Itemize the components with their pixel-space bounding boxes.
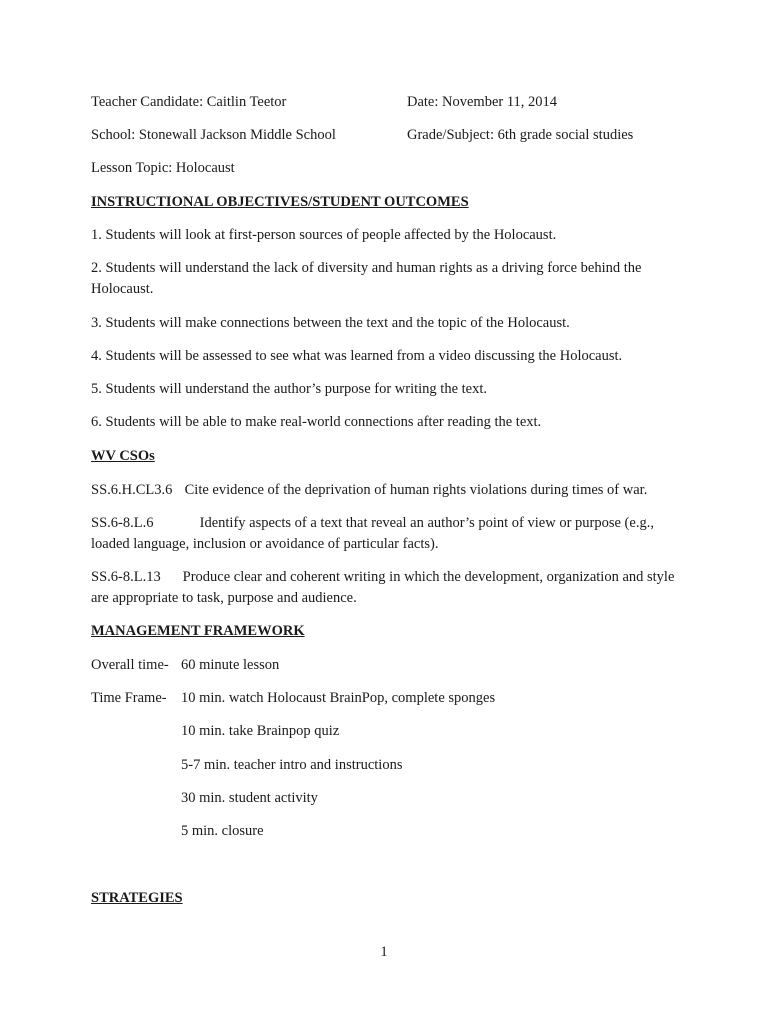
cso-code: SS.6-8.L.6 [91, 515, 154, 531]
objectives-heading: INSTRUCTIONAL OBJECTIVES/STUDENT OUTCOMES [91, 194, 469, 210]
time-frame-item: 10 min. take Brainpop quiz [181, 723, 340, 739]
objective-item: 2. Students will understand the lack of diversity and human rights as a driving force behind the Holocaust. [91, 260, 642, 297]
time-frame-item: 30 min. student activity [181, 790, 318, 806]
page-number: 1 [380, 944, 388, 960]
cso-item [91, 513, 676, 555]
overall-time-value: 60 minute lesson [181, 657, 280, 673]
csos-heading: WV CSOs [91, 448, 155, 464]
time-frame-item: 10 min. watch Holocaust BrainPop, complete sponges [181, 690, 496, 706]
grade-subject: Grade/Subject: 6th grade social studies [407, 127, 634, 143]
objective-item: 1. Students will look at first-person sources of people affected by the Holocaust. [91, 227, 557, 243]
time-frame-label: Time Frame- [91, 690, 167, 706]
strategies-heading: STRATEGIES [91, 890, 183, 906]
teacher-candidate: Teacher Candidate: Caitlin Teetor [91, 94, 287, 110]
cso-text: Identify aspects of a text that reveal an author’s point of view or purpose (e.g., loaded language, inclusion or avoidance of particular facts). [91, 515, 654, 552]
cso-item [91, 567, 676, 609]
cso-code: SS.6.H.CL3.6 [91, 482, 173, 498]
lesson-date: Date: November 11, 2014 [407, 94, 558, 110]
overall-time-label: Overall time- [91, 657, 169, 673]
lesson-topic: Lesson Topic: Holocaust [91, 160, 235, 176]
cso-code: SS.6-8.L.13 [91, 569, 161, 585]
cso-text: Cite evidence of the deprivation of human rights violations during times of war. [184, 482, 648, 498]
objective-item: 3. Students will make connections between the text and the topic of the Holocaust. [91, 315, 570, 331]
time-frame-item: 5-7 min. teacher intro and instructions [181, 757, 403, 773]
objective-item: 4. Students will be assessed to see what was learned from a video discussing the Holocaust. [91, 348, 623, 364]
objective-item: 6. Students will be able to make real-world connections after reading the text. [91, 414, 542, 430]
management-heading: MANAGEMENT FRAMEWORK [91, 623, 305, 639]
cso-text: Produce clear and coherent writing in which the development, organization and style are appropriate to task, purpose and audience. [91, 569, 675, 606]
cso-item [91, 480, 676, 501]
time-frame-item: 5 min. closure [181, 823, 264, 839]
school-name: School: Stonewall Jackson Middle School [91, 127, 336, 143]
objective-item: 5. Students will understand the author’s purpose for writing the text. [91, 381, 488, 397]
